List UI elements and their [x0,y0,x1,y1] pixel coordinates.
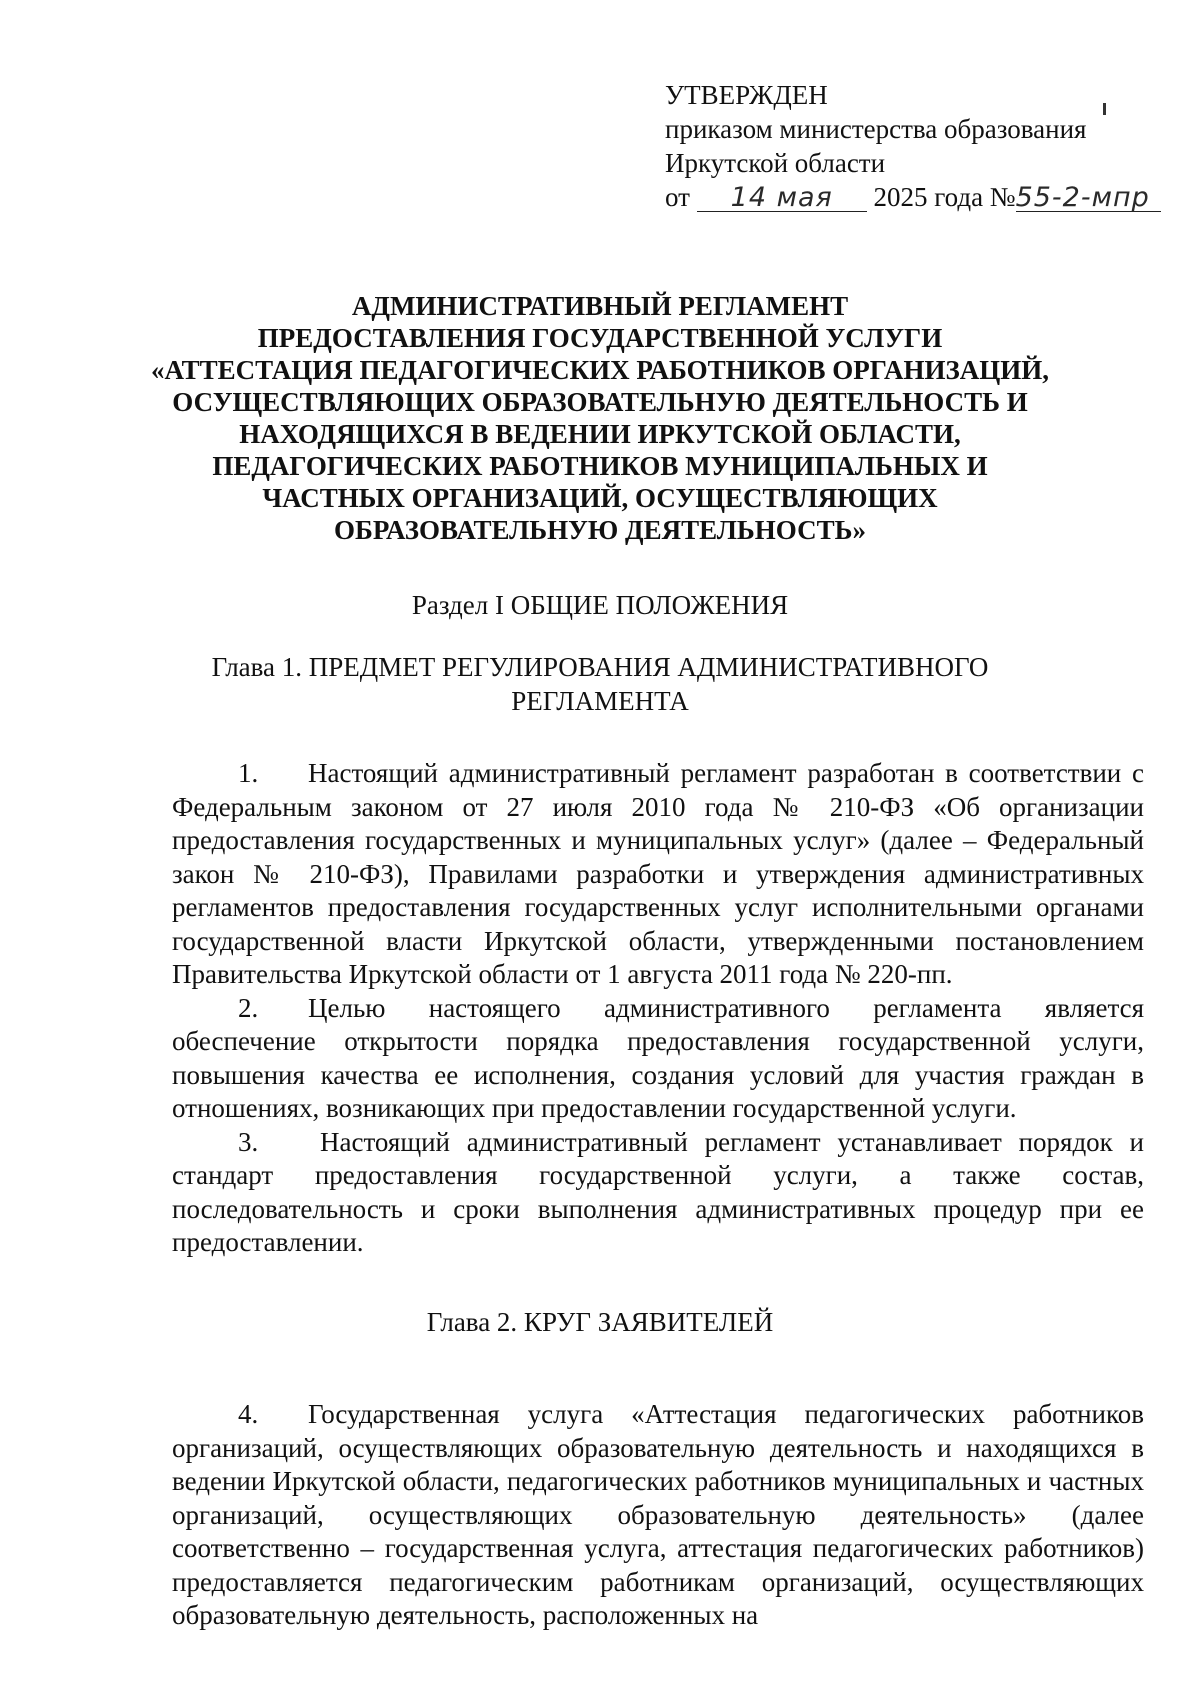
approval-date-field [697,184,867,212]
title-line: ПРЕДОСТАВЛЕНИЯ ГОСУДАРСТВЕННОЙ УСЛУГИ [257,323,943,353]
paragraph-text: Настоящий административный регламент разработан в соответствии с Федеральным законом от 27 июля 2010 года № 210-ФЗ «Об организации предоставления государственных и муниципальных услуг» (далее – Федеральный закон № 210-ФЗ), Правилами разработки и утверждения административных регламентов предоставления государственных услуг исполнительными органами государственной власти Иркутской области, утвержденными постановлением Правительства Иркутской области от 1 августа 2011 года № 220-пп. [172,758,1144,989]
paragraph-text: Государственная услуга «Аттестация педагогических работников организаций, осуществляющих образовательную деятельность и находящихся в ведении Иркутской области, педагогических работников муниципальных и частных организаций, осуществляющих образовательную деятельность» (далее соответственно – государственная услуга, аттестация педагогических работников) предоставляется педагогическим работникам организаций, осуществляющих образовательную деятельность, расположенных на [172,1399,1144,1630]
chapter-1-heading [120,650,1080,718]
paragraph-number: 4. [238,1399,259,1429]
document-title [120,290,1080,546]
approval-approved: УТВЕРЖДЕН [665,80,828,110]
approval-number-field [1016,184,1161,212]
paragraph-text: Настоящий административный регламент устанавливает порядок и стандарт предоставления государственной услуги, а также состав, последовательность и сроки выполнения административных процедур при ее предоставлении. [172,1126,1144,1257]
chapter-1-body [172,757,1144,1260]
approval-block [665,78,1185,214]
paragraph-number: 2. [238,992,259,1023]
paragraph-text: Целью настоящего административного регламента является обеспечение открытости порядка предоставления государственной услуги, повышения качества ее исполнения, создания условий для участия граждан в отношениях, возникающих при предоставлении государственной услуги. [172,992,1144,1123]
handwritten-number: 55-2-мпр [1015,182,1150,213]
pen-mark [1103,103,1106,115]
paragraph-4 [172,1398,1144,1633]
approval-date-line [665,180,1185,214]
chapter-2-heading: Глава 2. КРУГ ЗАЯВИТЕЛЕЙ [426,1307,774,1337]
title-line: ЧАСТНЫХ ОРГАНИЗАЦИЙ, ОСУЩЕСТВЛЯЮЩИХ [262,483,938,513]
approval-region: Иркутской области [665,148,886,178]
title-line: ОБРАЗОВАТЕЛЬНУЮ ДЕЯТЕЛЬНОСТЬ» [334,515,866,545]
section-heading: Раздел I ОБЩИЕ ПОЛОЖЕНИЯ [411,590,789,620]
paragraph-1 [172,757,1144,992]
title-line: НАХОДЯЩИХСЯ В ВЕДЕНИИ ИРКУТСКОЙ ОБЛАСТИ, [239,419,961,449]
title-line: «АТТЕСТАЦИЯ ПЕДАГОГИЧЕСКИХ РАБОТНИКОВ ОРГАНИЗАЦИЙ, [150,355,1050,385]
paragraph-number: 1. [238,758,259,788]
paragraph-3 [172,1126,1144,1260]
paragraph-number: 3. [238,1126,259,1157]
approval-year-label: 2025 года № [873,182,1016,212]
chapter-2-body [172,1398,1144,1633]
handwritten-date: 14 мая [730,182,833,213]
title-line: ОСУЩЕСТВЛЯЮЩИХ ОБРАЗОВАТЕЛЬНУЮ ДЕЯТЕЛЬНОСТЬ И [172,387,1028,417]
chapter-1-line: Глава 1. ПРЕДМЕТ РЕГУЛИРОВАНИЯ АДМИНИСТРАТИВНОГО [211,652,989,682]
approval-from: от [665,182,690,212]
paragraph-2 [172,992,1144,1126]
chapter-1-line: РЕГЛАМЕНТА [511,686,689,716]
title-line: ПЕДАГОГИЧЕСКИХ РАБОТНИКОВ МУНИЦИПАЛЬНЫХ И [212,451,988,481]
title-line: АДМИНИСТРАТИВНЫЙ РЕГЛАМЕНТ [351,291,849,321]
approval-by-order: приказом министерства образования [665,114,1087,144]
